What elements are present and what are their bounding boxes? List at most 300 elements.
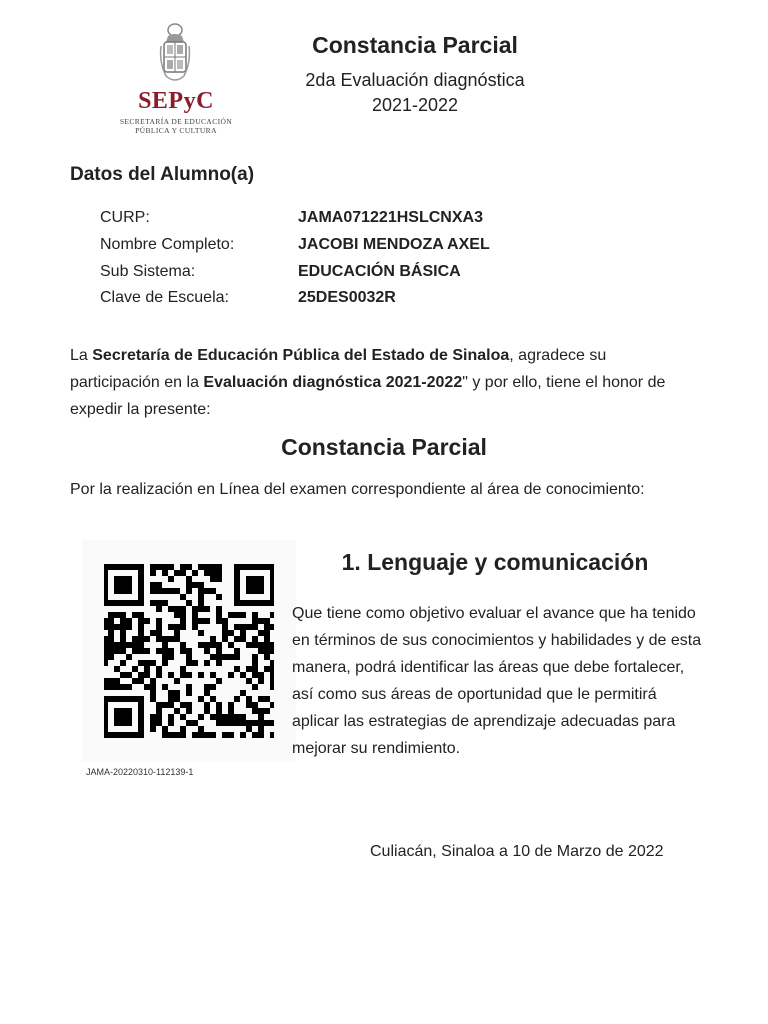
qr-module	[234, 582, 240, 588]
qr-module	[104, 636, 108, 642]
qr-module	[162, 732, 168, 738]
qr-module	[186, 672, 192, 678]
qr-module	[132, 666, 138, 672]
qr-module	[252, 654, 258, 660]
qr-module	[270, 702, 274, 708]
qr-module	[228, 708, 234, 714]
qr-module	[240, 600, 246, 606]
qr-module	[246, 678, 252, 684]
document-year: 2021-2022	[371, 95, 459, 115]
qr-module	[180, 612, 186, 618]
qr-module	[132, 732, 138, 738]
qr-module	[168, 576, 174, 582]
qr-module	[258, 726, 264, 732]
school-key-value: 25DES0032R	[298, 289, 396, 306]
qr-module	[104, 594, 108, 600]
qr-module	[258, 630, 264, 636]
qr-module	[270, 576, 274, 582]
qr-module	[114, 732, 120, 738]
qr-module	[132, 636, 138, 642]
qr-module	[174, 570, 180, 576]
qr-module	[228, 630, 234, 636]
document-subtitle: 2da Evaluación diagnóstica	[305, 70, 525, 90]
qr-module	[216, 678, 222, 684]
qr-module	[180, 570, 186, 576]
qr-module	[246, 564, 252, 570]
qr-module	[138, 630, 144, 636]
qr-module	[234, 564, 240, 570]
qr-module	[126, 582, 132, 588]
qr-module	[114, 678, 120, 684]
qr-module	[138, 648, 144, 654]
qr-module	[198, 714, 204, 720]
qr-module	[270, 564, 274, 570]
qr-module	[252, 732, 258, 738]
qr-module	[222, 714, 228, 720]
logo-line-1: SECRETARÍA DE EDUCACIÓN	[119, 117, 233, 126]
qr-module	[264, 708, 270, 714]
qr-module	[180, 564, 186, 570]
qr-module	[120, 624, 126, 630]
qr-module	[126, 696, 132, 702]
qr-module	[234, 654, 240, 660]
qr-module	[252, 720, 258, 726]
qr-module	[174, 732, 180, 738]
intro-evaluation: Evaluación diagnóstica 2021-2022	[203, 374, 463, 391]
qr-module	[180, 666, 186, 672]
qr-module	[258, 576, 264, 582]
qr-module	[126, 600, 132, 606]
qr-module	[228, 654, 234, 660]
qr-module	[216, 720, 222, 726]
qr-module	[252, 708, 258, 714]
qr-module	[270, 624, 274, 630]
qr-module	[114, 582, 120, 588]
qr-module	[150, 630, 156, 636]
qr-module	[264, 600, 270, 606]
qr-module	[210, 732, 216, 738]
qr-module	[228, 672, 234, 678]
qr-module	[120, 660, 126, 666]
qr-module	[150, 720, 156, 726]
qr-module	[114, 648, 120, 654]
qr-module	[246, 600, 252, 606]
qr-module	[234, 570, 240, 576]
qr-module	[252, 618, 258, 624]
qr-module	[150, 570, 156, 576]
qr-module	[156, 600, 162, 606]
qr-module	[228, 714, 234, 720]
qr-module	[180, 732, 186, 738]
qr-module	[108, 696, 114, 702]
qr-module	[234, 648, 240, 654]
qr-module	[156, 714, 162, 720]
qr-module	[138, 678, 144, 684]
qr-module	[246, 642, 252, 648]
qr-module	[120, 600, 126, 606]
qr-module	[126, 576, 132, 582]
qr-module	[132, 642, 138, 648]
qr-module	[186, 720, 192, 726]
qr-module	[234, 696, 240, 702]
qr-module	[156, 648, 162, 654]
qr-module	[138, 576, 144, 582]
qr-module	[264, 654, 270, 660]
qr-module	[240, 636, 246, 642]
intro-secretariat: Secretaría de Educación Pública del Estado de Sinaloa	[92, 347, 510, 364]
qr-module	[104, 642, 108, 648]
qr-module	[228, 732, 234, 738]
qr-module	[156, 606, 162, 612]
qr-module	[204, 570, 210, 576]
qr-module	[186, 690, 192, 696]
qr-module	[186, 684, 192, 690]
qr-module	[120, 564, 126, 570]
qr-module	[104, 678, 108, 684]
qr-module	[104, 570, 108, 576]
qr-module	[264, 564, 270, 570]
qr-module	[252, 642, 258, 648]
qr-module	[204, 708, 210, 714]
qr-module	[156, 720, 162, 726]
qr-module	[120, 642, 126, 648]
qr-module	[192, 732, 198, 738]
qr-module	[222, 618, 228, 624]
qr-module	[138, 636, 144, 642]
qr-module	[252, 636, 258, 642]
qr-module	[186, 648, 192, 654]
school-key-label: Clave de Escuela:	[100, 289, 229, 306]
qr-module	[138, 732, 144, 738]
curp-label: CURP:	[100, 209, 150, 226]
qr-module	[138, 726, 144, 732]
qr-module	[186, 660, 192, 666]
qr-module	[270, 648, 274, 654]
qr-module	[258, 564, 264, 570]
qr-module	[234, 588, 240, 594]
qr-module	[210, 570, 216, 576]
qr-module	[216, 618, 222, 624]
qr-module	[104, 576, 108, 582]
qr-module	[120, 612, 126, 618]
qr-module	[192, 660, 198, 666]
qr-module	[222, 624, 228, 630]
qr-module	[126, 588, 132, 594]
qr-module	[270, 600, 274, 606]
qr-module	[234, 636, 240, 642]
qr-module	[114, 588, 120, 594]
qr-module	[138, 618, 144, 624]
qr-module	[270, 594, 274, 600]
qr-module	[108, 642, 114, 648]
qr-module	[138, 660, 144, 666]
qr-module	[270, 612, 274, 618]
qr-module	[168, 696, 174, 702]
qr-module	[210, 714, 216, 720]
qr-module	[126, 684, 132, 690]
qr-module	[204, 732, 210, 738]
qr-module	[258, 600, 264, 606]
qr-module	[162, 570, 168, 576]
qr-module	[162, 726, 168, 732]
qr-module	[198, 642, 204, 648]
qr-module	[246, 666, 252, 672]
qr-module	[252, 612, 258, 618]
qr-module	[156, 588, 162, 594]
qr-module	[114, 600, 120, 606]
qr-module	[104, 726, 108, 732]
qr-module	[126, 618, 132, 624]
qr-code-icon	[104, 564, 274, 738]
intro-paragraph	[70, 342, 700, 423]
qr-module	[198, 630, 204, 636]
qr-module	[168, 606, 174, 612]
qr-module	[204, 564, 210, 570]
qr-module	[216, 654, 222, 660]
qr-module	[108, 636, 114, 642]
qr-module	[204, 702, 210, 708]
qr-module	[138, 708, 144, 714]
sepyc-logo	[112, 22, 240, 140]
qr-module	[126, 714, 132, 720]
qr-module	[108, 564, 114, 570]
qr-module	[246, 576, 252, 582]
qr-module	[240, 672, 246, 678]
qr-module	[198, 618, 204, 624]
qr-module	[150, 684, 156, 690]
qr-module	[168, 564, 174, 570]
qr-module	[234, 612, 240, 618]
qr-module	[174, 630, 180, 636]
qr-module	[258, 588, 264, 594]
qr-module	[210, 588, 216, 594]
qr-module	[216, 708, 222, 714]
qr-module	[104, 702, 108, 708]
qr-module	[138, 564, 144, 570]
qr-module	[108, 732, 114, 738]
qr-module	[174, 588, 180, 594]
qr-module	[264, 648, 270, 654]
qr-module	[150, 714, 156, 720]
logo-brand: SEPyC	[138, 88, 214, 114]
qr-module	[192, 624, 198, 630]
qr-module	[138, 672, 144, 678]
qr-module	[156, 672, 162, 678]
qr-module	[114, 666, 120, 672]
qr-module	[270, 570, 274, 576]
qr-module	[216, 606, 222, 612]
qr-module	[114, 564, 120, 570]
qr-module	[156, 702, 162, 708]
qr-module	[228, 702, 234, 708]
qr-module	[168, 648, 174, 654]
qr-module	[240, 612, 246, 618]
qr-module	[234, 600, 240, 606]
qr-module	[264, 636, 270, 642]
qr-module	[258, 648, 264, 654]
qr-module	[204, 690, 210, 696]
qr-module	[150, 678, 156, 684]
qr-module	[210, 564, 216, 570]
qr-module	[270, 732, 274, 738]
qr-module	[150, 726, 156, 732]
realization-text: Por la realización en Línea del examen correspondiente al área de conocimiento:	[70, 481, 645, 498]
qr-module	[204, 618, 210, 624]
qr-module	[156, 630, 162, 636]
qr-module	[126, 642, 132, 648]
qr-module	[270, 588, 274, 594]
qr-module	[168, 714, 174, 720]
qr-module	[150, 696, 156, 702]
qr-module	[258, 732, 264, 738]
qr-module	[246, 720, 252, 726]
qr-module	[174, 624, 180, 630]
qr-module	[174, 696, 180, 702]
qr-module	[258, 714, 264, 720]
qr-module	[228, 612, 234, 618]
subsystem-value: EDUCACIÓN BÁSICA	[298, 263, 461, 280]
qr-module	[108, 678, 114, 684]
qr-module	[228, 720, 234, 726]
qr-module	[174, 678, 180, 684]
qr-module	[156, 564, 162, 570]
qr-module	[180, 624, 186, 630]
qr-module	[216, 660, 222, 666]
qr-module	[104, 684, 108, 690]
qr-module	[174, 636, 180, 642]
qr-module	[186, 564, 192, 570]
qr-module	[126, 654, 132, 660]
qr-module	[138, 594, 144, 600]
qr-module	[120, 618, 126, 624]
qr-module	[114, 576, 120, 582]
qr-module	[138, 624, 144, 630]
qr-module	[252, 588, 258, 594]
qr-module	[216, 714, 222, 720]
qr-module	[162, 702, 168, 708]
qr-module	[210, 672, 216, 678]
qr-module	[228, 642, 234, 648]
qr-module	[150, 564, 156, 570]
qr-module	[114, 624, 120, 630]
qr-module	[138, 570, 144, 576]
qr-module	[138, 702, 144, 708]
qr-module	[258, 708, 264, 714]
qr-module	[120, 732, 126, 738]
qr-module	[156, 582, 162, 588]
qr-module	[192, 618, 198, 624]
qr-module	[222, 654, 228, 660]
qr-module	[186, 582, 192, 588]
qr-module	[234, 720, 240, 726]
qr-module	[258, 678, 264, 684]
qr-module	[252, 582, 258, 588]
qr-module	[264, 618, 270, 624]
qr-module	[264, 696, 270, 702]
qr-module	[168, 732, 174, 738]
qr-module	[222, 720, 228, 726]
qr-module	[126, 732, 132, 738]
qr-module	[144, 672, 150, 678]
qr-module	[114, 714, 120, 720]
qr-module	[126, 564, 132, 570]
qr-module	[132, 678, 138, 684]
qr-module	[180, 672, 186, 678]
qr-module	[198, 600, 204, 606]
qr-module	[150, 588, 156, 594]
intro-text-2: , agradece su participación en la	[70, 347, 607, 391]
qr-module	[104, 618, 108, 624]
qr-module	[216, 576, 222, 582]
qr-module	[270, 642, 274, 648]
qr-module	[104, 600, 108, 606]
qr-module	[114, 708, 120, 714]
qr-module	[162, 684, 168, 690]
qr-module	[120, 582, 126, 588]
qr-module	[132, 612, 138, 618]
qr-module	[104, 564, 108, 570]
qr-module	[204, 606, 210, 612]
qr-module	[240, 720, 246, 726]
qr-module	[126, 720, 132, 726]
qr-module	[120, 588, 126, 594]
qr-module	[162, 636, 168, 642]
qr-module	[186, 576, 192, 582]
qr-module	[162, 642, 168, 648]
qr-module	[240, 690, 246, 696]
qr-module	[234, 576, 240, 582]
qr-module	[204, 642, 210, 648]
qr-module	[180, 606, 186, 612]
qr-module	[180, 648, 186, 654]
qr-module	[234, 714, 240, 720]
qr-module	[180, 618, 186, 624]
qr-module	[138, 582, 144, 588]
qr-module	[162, 564, 168, 570]
qr-module	[186, 708, 192, 714]
qr-module	[126, 624, 132, 630]
qr-module	[108, 654, 114, 660]
qr-module	[114, 642, 120, 648]
qr-module	[252, 666, 258, 672]
intro-text-1: La	[70, 347, 93, 364]
qr-module	[156, 618, 162, 624]
qr-module	[216, 648, 222, 654]
qr-module	[162, 600, 168, 606]
qr-module	[144, 684, 150, 690]
qr-module	[138, 612, 144, 618]
qr-module	[138, 588, 144, 594]
qr-module	[210, 684, 216, 690]
qr-module	[258, 672, 264, 678]
qr-module	[246, 702, 252, 708]
intro-text-3: " y por ello, tiene el honor de expedir la presente:	[70, 374, 666, 418]
qr-module	[120, 696, 126, 702]
qr-module	[138, 720, 144, 726]
qr-module	[114, 612, 120, 618]
qr-module	[150, 660, 156, 666]
qr-module	[104, 624, 108, 630]
qr-module	[104, 648, 108, 654]
qr-module	[162, 648, 168, 654]
qr-module	[258, 618, 264, 624]
student-section-title: Datos del Alumno(a)	[70, 164, 255, 185]
qr-module	[180, 594, 186, 600]
qr-module	[126, 672, 132, 678]
qr-module	[104, 708, 108, 714]
qr-module	[210, 642, 216, 648]
qr-module	[252, 660, 258, 666]
